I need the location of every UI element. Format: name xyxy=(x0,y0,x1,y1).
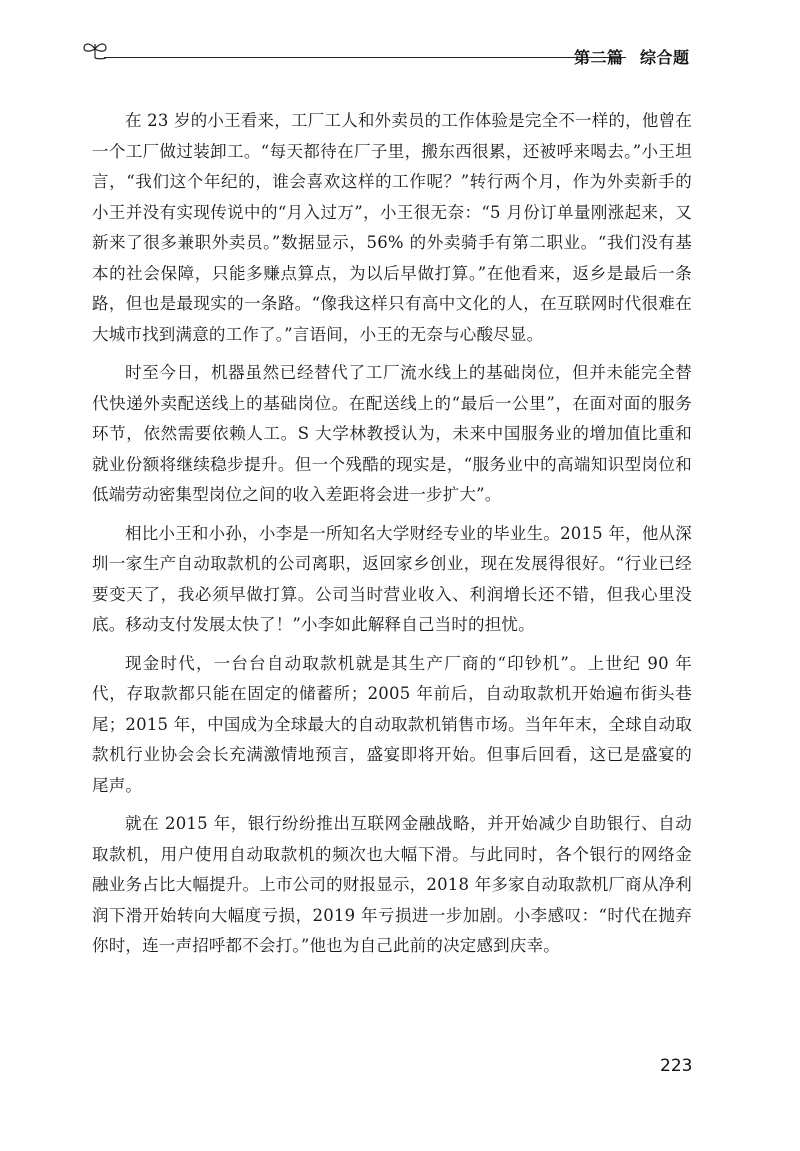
paragraph-4: 现金时代，一台台自动取款机就是其生产厂商的“印钞机”。上世纪 90 年代，存取款都只能在固定的储蓄所；2005 年前后，自动取款机开始遍布街头巷尾；2015 年，中国成为全球最大的自动取款机销售市场。当年年末，全球自动取款机行业协会会长充满激情地预言，盛宴即将开始。但事后回看，这已是盛宴的尾声。 xyxy=(92,653,692,795)
header-rule xyxy=(104,57,626,58)
article-body xyxy=(92,106,692,970)
paragraph-2: 时至今日，机器虽然已经替代了工厂流水线上的基础岗位，但并未能完全替代快递外卖配送线上的基础岗位。在配送线上的“最后一公里”，在面对面的服务环节，依然需要依赖人工。S 大学林教授认为，未来中国服务业的增加值比重和就业份额将继续稳步提升。但一个残酷的现实是，“服务业中的高端知识型岗位和低端劳动密集型岗位之间的收入差距将会进一步扩大”。 xyxy=(92,363,692,504)
paragraph-3: 相比小王和小孙，小李是一所知名大学财经专业的毕业生。2015 年，他从深圳一家生产自动取款机的公司离职，返回家乡创业，现在发展得很好。“行业已经要变天了，我必须早做打算。公司当时营业收入、利润增长还不错，但我心里没底。移动支付发展太快了！”小李如此解释自己当时的担忧。 xyxy=(92,523,692,634)
paragraph-5: 就在 2015 年，银行纷纷推出互联网金融战略，并开始减少自助银行、自动取款机，用户使用自动取款机的频次也大幅下滑。与此同时，各个银行的网络金融业务占比大幅提升。上市公司的财报显示，2018 年多家自动取款机厂商从净利润下滑开始转向大幅度亏损，2019 年亏损进一步加剧。小李感叹：“时代在抛弃你时，连一声招呼都不会打。”他也为自己此前的决定感到庆幸。 xyxy=(92,814,692,955)
page-number: 223 xyxy=(660,1056,693,1076)
paragraph-1: 在 23 岁的小王看来，工厂工人和外卖员的工作体验是完全不一样的，他曾在一个工厂做过装卸工。“每天都待在厂子里，搬东西很累，还被呼来喝去。”小王坦言，“我们这个年纪的，谁会喜欢这样的工作呢？”转行两个月，作为外卖新手的小王并没有实现传说中的“月入过万”，小王很无奈：“5 月份订单量刚涨起来，又新来了很多兼职外卖员。”数据显示，56% 的外卖骑手有第二职业。“我们没有基本的社会保障，只能多赚点算点，为以后早做打算。”在他看来，返乡是最后一条路，但也是最现实的一条路。“像我这样只有高中文化的人，在互联网时代很难在大城市找到满意的工作了。”言语间，小王的无奈与心酸尽显。 xyxy=(92,111,692,344)
running-header xyxy=(82,30,722,70)
section-title: 第二篇 综合题 xyxy=(574,48,690,67)
